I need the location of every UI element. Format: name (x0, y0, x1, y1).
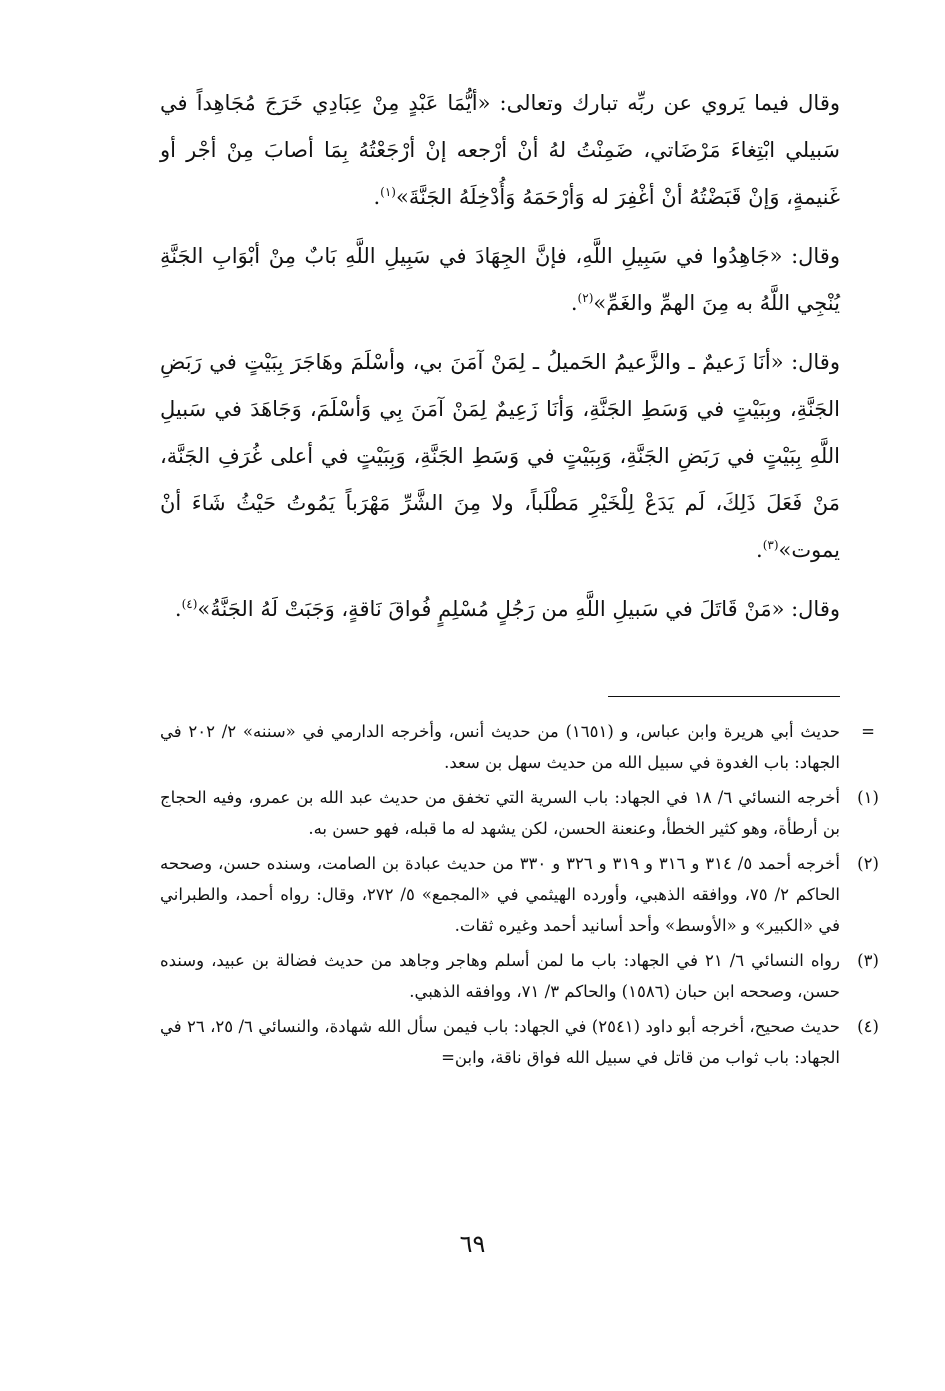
footnote-number: (٤) (857, 1017, 879, 1036)
paragraph-end: . (174, 597, 182, 621)
footnote-ref[interactable]: (١) (380, 185, 396, 199)
footnote-3 (160, 945, 879, 1007)
hadith-paragraph-4 (160, 586, 840, 633)
footnote-number: (٣) (857, 951, 879, 970)
footnote-text: حديث صحيح، أخرجه أبو داود (٢٥٤١) في الجهاد: باب فيمن سأل الله شهادة، والنسائي ٦/ ٢٥، ٢٦ في الجهاد: باب ثواب من قاتل في سبيل الله فواق ناقة، وابن= (160, 1017, 840, 1067)
paragraph-text: وقال: «أنَا زَعيمٌ ـ والزَّعيمُ الحَميلُ ـ لِمَنْ آمَنَ بي، وأسْلَمَ وهَاجَرَ بِبَيْتٍ في رَبَضِ الجَنَّةِ، وبِبَيْتٍ في وَسَطِ الجَنَّةِ، وَأنَا زَعِيمٌ لِمَنْ آمَنَ بِي وَأسْلَمَ، وَجَاهَدَ في سَبيلِ اللَّهِ بِبَيْتٍ في رَبَضِ الجَنَّةِ، وَبِبَيْتٍ في وَسَطِ الجَنَّةِ، وَبِبَيْتٍ في أعلى غُرَفِ الجَنَّة، مَنْ فَعَلَ ذَلِكَ، لَم يَدَعْ لِلْخَيْرِ مَطْلَباً، ولا مِنَ الشَّرِّ مَهْرَباً يَمُوتُ حَيْثُ شَاءَ أنْ يموت» (160, 350, 840, 562)
paragraph-text: وقال: «مَنْ قَاتَلَ في سَبيلِ اللَّهِ من رَجُلٍ مُسْلِمٍ فُواقَ نَاقةٍ، وَجَبَتْ لَهُ الجَنَّةُ» (197, 597, 840, 621)
footnote-1 (160, 782, 879, 844)
paragraph-end: . (756, 538, 763, 562)
footnote-2 (160, 848, 879, 941)
page-number: ٦٩ (459, 1230, 486, 1258)
footnote-divider (608, 696, 840, 697)
paragraph-text: وقال: «جَاهِدُوا في سَبِيلِ اللَّهِ، فإنَّ الجِهَادَ في سَبِيلِ اللَّهِ بَابٌ مِنْ أبْوَابِ الجَنَّةِ يُنْجِي اللَّهُ به مِنَ الهمِّ والغَمِّ» (160, 244, 840, 315)
hadith-paragraph-2 (160, 233, 840, 327)
page-body (160, 80, 879, 1067)
footnote-text: أخرجه النسائي ٦/ ١٨ في الجهاد: باب السرية التي تخفق من حديث عبد الله بن عمرو، وفيه الحجاج بن أرطأة، وهو كثير الخطأ، وعنعنة الحسن، لكن يشهد له ما قبله، فهو حسن به. (160, 788, 840, 838)
footnotes (160, 716, 879, 1077)
footnote-continued (160, 716, 875, 778)
footnote-4 (160, 1011, 879, 1073)
paragraph-text: وقال فيما يَروي عن ربِّه تبارك وتعالى: «أيُّمَا عَبْدٍ مِنْ عِبَادِي خَرَجَ مُجَاهِداً في سَبيلي ابْتِغاءَ مَرْضَاتي، ضَمِنْتُ لهُ أنْ أرْجعه إنْ أرْجَعْتُهُ بِمَا أصابَ مِنْ أجْر أو غَنيمةٍ، وَإنْ قَبَضْتُهُ أنْ أغْفِرَ له وَأرْحَمَهُ وَأُدْخِلَهُ الجَنَّةَ» (160, 91, 840, 209)
footnote-text: رواه النسائي ٦/ ٢١ في الجهاد: باب ما لمن أسلم وهاجر وجاهد من حديث فضالة بن عبيد، وسنده حسن، وصححه ابن حبان (١٥٨٦) والحاكم ٣/ ٧١، ووافقه الذهبي. (160, 951, 840, 1001)
footnote-text: حديث أبي هريرة وابن عباس، و (١٦٥١) من حديث أنس، وأخرجه الدارمي في «سننه» ٢/ ٢٠٢ في الجهاد: باب الغدوة في سبيل الله من حديث سهل بن سعد. (160, 722, 840, 772)
hadith-paragraph-1 (160, 80, 840, 221)
footnote-ref[interactable]: (٢) (577, 291, 594, 305)
footnote-number: = (861, 722, 875, 741)
footnote-ref[interactable]: (٤) (181, 597, 198, 611)
footnote-text: أخرجه أحمد ٥/ ٣١٤ و ٣١٦ و ٣١٩ و ٣٢٦ و ٣٣٠ من حديث عبادة بن الصامت، وسنده حسن، وصححه الحاكم ٢/ ٧٥، ووافقه الذهبي، وأورده الهيثمي في «المجمع» ٥/ ٢٧٢، وقال: رواه أحمد، والطبراني في «الكبير» و «الأوسط» وأحد أسانيد أحمد وغيره ثقات. (160, 854, 840, 935)
paragraph-end: . (373, 185, 381, 209)
paragraph-end: . (570, 291, 578, 315)
footnote-number: (١) (857, 788, 879, 807)
hadith-paragraph-3 (160, 339, 840, 574)
footnote-ref[interactable]: (٣) (762, 538, 779, 552)
footnote-number: (٢) (857, 854, 879, 873)
